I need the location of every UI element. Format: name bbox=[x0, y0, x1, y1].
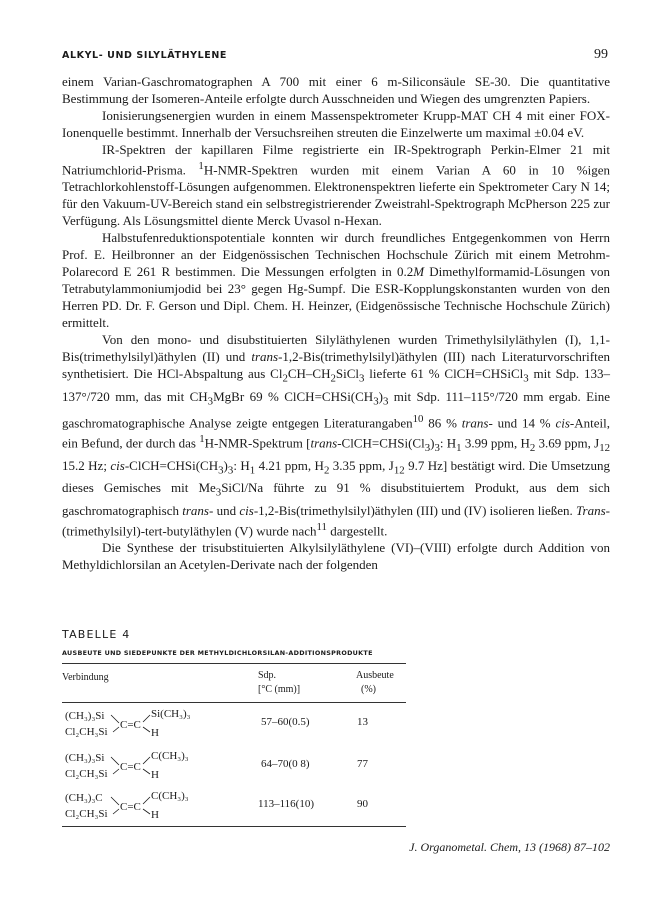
formula-top-right: C(CH₃)₃ bbox=[151, 750, 189, 762]
subscript: 2 bbox=[323, 464, 330, 477]
paragraph-4-text-a: Halbstufenreduktionspotentiale konnten wir durch freundliches Entgegenkommen von Herrn Prof. E. Heilbronner an der Eidgenössischen Technischen Hochschule Zürich mit einem Metrohm-Polarecord E 261 R bestimmen. Die Messungen erfolgten in 0.2 bbox=[62, 230, 610, 280]
subscript: 3 bbox=[523, 372, 529, 385]
paragraph-5-text: ) bbox=[223, 457, 228, 473]
superscript: 11 bbox=[316, 520, 327, 533]
paragraph-5-text: CH–CH bbox=[287, 366, 331, 382]
paragraph-5-text: dargestellt. bbox=[326, 523, 388, 539]
formula-bottom-left: Cl₂CH₃Si bbox=[65, 768, 108, 780]
italic-trans: trans bbox=[310, 435, 338, 451]
formula-top-left: (CH₃)₃C bbox=[65, 792, 103, 804]
paragraph-5-text: -Anteil, ein Befund, der durch das bbox=[62, 414, 610, 451]
journal-volume: , 13 (1968) 87–102 bbox=[518, 840, 610, 854]
subscript: 3 bbox=[373, 395, 379, 408]
table-yield-cell: 90 bbox=[357, 798, 368, 810]
subscript: 2 bbox=[282, 372, 288, 385]
running-head bbox=[62, 47, 610, 66]
italic-trans: trans bbox=[182, 502, 209, 518]
subscript: 12 bbox=[393, 464, 405, 477]
header-yield-line1: Ausbeute bbox=[356, 670, 394, 681]
paragraph-5-text: : H bbox=[439, 435, 457, 451]
paragraph-3-text-a: IR-Spektren der kapillaren Filme registrierte ein IR-Spektrograph Perkin-Elmer 21 mit Natriumchlorid-Prisma. bbox=[62, 142, 610, 178]
superscript: 10 bbox=[412, 412, 424, 425]
paragraph-5-text: -1,2-Bis(trimethylsilyl)äthylen (III) und (IV) isolieren ließen. bbox=[253, 502, 577, 518]
paragraph-2 bbox=[62, 107, 610, 141]
paragraph-1-text: einem Varian-Gaschromatographen A 700 mit einer 6 m-Siliconsäule SE-30. Die quantitative Bestimmung der Isomeren-Anteile erfolgte durch Ausschneiden und Wiegen des umgrenzten Papiers. bbox=[62, 74, 610, 106]
paragraph-5-text: : H bbox=[233, 457, 250, 473]
compound-formula bbox=[65, 788, 215, 822]
italic-cis: cis bbox=[239, 502, 254, 518]
paragraph-3 bbox=[62, 141, 610, 229]
formula-bottom-right: H bbox=[151, 809, 159, 821]
paragraph-5-text: lieferte 61 % ClCH=CHSiCl bbox=[364, 366, 524, 382]
table-subtitle: AUSBEUTE UND SIEDEPUNKTE DER METHYLDICHLORSILAN-ADDITIONSPRODUKTE bbox=[62, 649, 373, 657]
superscript: 1 bbox=[198, 160, 204, 172]
formula-center: C=C bbox=[120, 761, 141, 773]
italic-cis: cis bbox=[555, 414, 570, 430]
table-yield-cell: 77 bbox=[357, 758, 368, 770]
paragraph-4-text-b: Dimethylformamid-Lösungen von Tetrabutylammoniumjodid bei 23° gegen Hg-Sumpf. Die ESR-Kopplungskonstanten wurden von den Herren PD. Dr. F. Gerson und Dipl. Chem. H. Heinzer, (Eidgenössische Technische Hochschule Zürich) ermittelt. bbox=[62, 264, 611, 331]
bond-line bbox=[111, 757, 119, 765]
bond-line bbox=[143, 727, 150, 732]
subscript: 3 bbox=[218, 464, 224, 477]
table-bottom-rule bbox=[62, 826, 406, 827]
italic-trans: Trans bbox=[576, 502, 606, 518]
formula-top-right: C(CH₃)₃ bbox=[151, 790, 189, 802]
header-compound: Verbindung bbox=[62, 672, 109, 683]
paragraph-5-text: -ClCH=CHSi(CH bbox=[124, 457, 219, 473]
paragraph-5-text: - und bbox=[208, 502, 240, 518]
molar-unit: M bbox=[413, 264, 425, 280]
header-yield-line2: (%) bbox=[361, 684, 376, 695]
subscript: 2 bbox=[330, 372, 336, 385]
paragraph-5 bbox=[62, 331, 610, 539]
formula-bottom-left: Cl₂CH₃Si bbox=[65, 808, 108, 820]
paragraph-5-text: 86 % bbox=[423, 414, 462, 430]
paragraph-5-text: SiCl bbox=[335, 366, 360, 382]
paragraph-5-text: 3.99 ppm, H bbox=[461, 435, 530, 451]
formula-center: C=C bbox=[120, 801, 141, 813]
paragraph-2-text: Ionisierungsenergien wurden in einem Massenspektrometer Krupp-MAT CH 4 mit einer FOX-Ionenquelle bestimmt. Innerhalb der Versuchsreihen streuten die Einzelwerte um maximal ±0.04 eV. bbox=[62, 108, 610, 140]
paragraph-5-text: H-NMR-Spektrum [ bbox=[204, 435, 311, 451]
italic-trans: trans bbox=[251, 349, 279, 365]
bond-line bbox=[113, 769, 119, 774]
subscript: 3 bbox=[434, 441, 440, 454]
bond-line bbox=[111, 797, 119, 805]
paragraph-5-text: -(trimethylsilyl)-tert-butyläthylen (V) wurde nach bbox=[62, 502, 610, 539]
journal-citation bbox=[409, 840, 610, 855]
paragraph-6-text: Die Synthese der trisubstituierten Alkylsilyläthylene (VI)–(VIII) erfolgte durch Addition von Methyldichlorsilan an Acetylen-Derivate nach der folgenden bbox=[62, 540, 610, 573]
subscript: 3 bbox=[227, 464, 234, 477]
table-header-rule bbox=[62, 702, 406, 703]
compound-formula bbox=[65, 706, 215, 740]
header-bp-line2: [°C (mm)] bbox=[258, 684, 301, 695]
paragraph-5-text: - und 14 % bbox=[488, 414, 556, 430]
paragraph-5-text: 3.35 ppm, J bbox=[329, 457, 394, 473]
paragraph-5-text: ) bbox=[378, 388, 383, 404]
table-top-rule bbox=[62, 663, 406, 664]
bond-line bbox=[113, 809, 119, 814]
formula-bottom-right: H bbox=[151, 727, 159, 739]
subscript: 12 bbox=[599, 441, 611, 454]
paragraph-5-text: -1,2-Bis(trimethylsilyl)äthylen (III) nach Literaturvorschriften synthetisiert. Die HCl-Abspaltung aus Cl bbox=[62, 349, 610, 382]
paragraph-5-text: Von den mono- und disubstituierten Silyläthylenen wurden Trimethylsilyläthylen (I), 1,1-Bis(trimethylsilyl)äthylen (II) und bbox=[62, 332, 610, 365]
paragraph-1 bbox=[62, 73, 610, 107]
table-bp-cell: 57–60(0.5) bbox=[261, 716, 310, 728]
structure-diagram bbox=[65, 748, 215, 782]
subscript: 3 bbox=[359, 372, 365, 385]
formula-top-left: (CH₃)₃Si bbox=[65, 752, 105, 764]
paragraph-5-text: mit Sdp. 111–115°/720 mm ergab. Eine gaschromatographische Analyse zeigte entgegen Literaturangaben bbox=[62, 388, 610, 430]
bond-line bbox=[143, 769, 150, 774]
formula-bottom-left: Cl₂CH₃Si bbox=[65, 726, 108, 738]
subscript: 1 bbox=[249, 464, 256, 477]
superscript: 1 bbox=[199, 432, 205, 445]
structure-diagram bbox=[65, 706, 215, 740]
paragraph-5-text: 4.21 ppm, H bbox=[255, 457, 324, 473]
paragraph-5-text: ) bbox=[430, 435, 435, 451]
header-bp-line1: Sdp. bbox=[258, 670, 277, 681]
page-number: 99 bbox=[594, 47, 608, 62]
table-bp-cell: 64–70(0 8) bbox=[261, 758, 310, 770]
body-text bbox=[62, 73, 610, 573]
subscript: 1 bbox=[456, 441, 462, 454]
subscript: 3 bbox=[207, 395, 214, 408]
structure-diagram bbox=[65, 788, 215, 822]
formula-top-left: (CH₃)₃Si bbox=[65, 710, 105, 722]
running-title: ALKYL- UND SILYLÄTHYLENE bbox=[62, 50, 227, 61]
bond-line bbox=[111, 715, 119, 723]
paragraph-6 bbox=[62, 539, 610, 573]
bond-line bbox=[143, 809, 150, 814]
formula-center: C=C bbox=[120, 719, 141, 731]
paragraph-5-text: 15.2 Hz; bbox=[62, 457, 111, 473]
paragraph-5-text: MgBr 69 % ClCH=CHSi(CH bbox=[213, 388, 374, 404]
formula-bottom-right: H bbox=[151, 769, 159, 781]
paragraph-3-text-b: H-NMR-Spektren wurden mit einem Varian A 60 in 10 %igen Tetrachlorkohlenstoff-Lösungen aufgenommen. Elektronenspektren lieferte ein Spektrometer Cary N 14; für den Vakuum-UV-Bereich stand ein selbstregistrierender Zweistrahl-Spektrograph McPherson 225 zur Verfügung. Als Lösungsmittel diente Merck Uvasol n-Hexan. bbox=[62, 162, 610, 229]
journal-name: J. Organometal. Chem bbox=[409, 840, 518, 854]
bond-line bbox=[143, 757, 150, 764]
bond-line bbox=[143, 797, 150, 804]
subscript: 3 bbox=[424, 441, 431, 454]
paragraph-5-text: -ClCH=CHSi(Cl bbox=[337, 435, 425, 451]
bond-line bbox=[113, 727, 119, 732]
formula-top-right: Si(CH₃)₃ bbox=[151, 708, 191, 720]
table-bp-cell: 113–116(10) bbox=[258, 798, 315, 810]
compound-formula bbox=[65, 748, 215, 782]
paragraph-5-text: 3.69 ppm, J bbox=[535, 435, 600, 451]
italic-trans: trans bbox=[461, 414, 489, 430]
bond-line bbox=[143, 715, 150, 722]
paragraph-5-text: mit Sdp. 133–137°/720 mm, das mit CH bbox=[62, 366, 610, 404]
paragraph-5-text: 9.7 Hz] bestätigt wird. Die Umsetzung dieses Gemisches mit Me bbox=[62, 457, 611, 496]
subscript: 3 bbox=[215, 486, 222, 499]
paragraph-5-text: SiCl/Na führte zu 91 % disubstituiertem Produkt, aus dem sich gaschromatographisch bbox=[62, 480, 610, 518]
paragraph-4 bbox=[62, 229, 610, 331]
subscript: 3 bbox=[382, 395, 389, 408]
table-caption: TABELLE 4 bbox=[62, 628, 131, 641]
table-yield-cell: 13 bbox=[357, 716, 368, 728]
italic-cis: cis bbox=[110, 457, 125, 473]
subscript: 2 bbox=[529, 441, 536, 454]
